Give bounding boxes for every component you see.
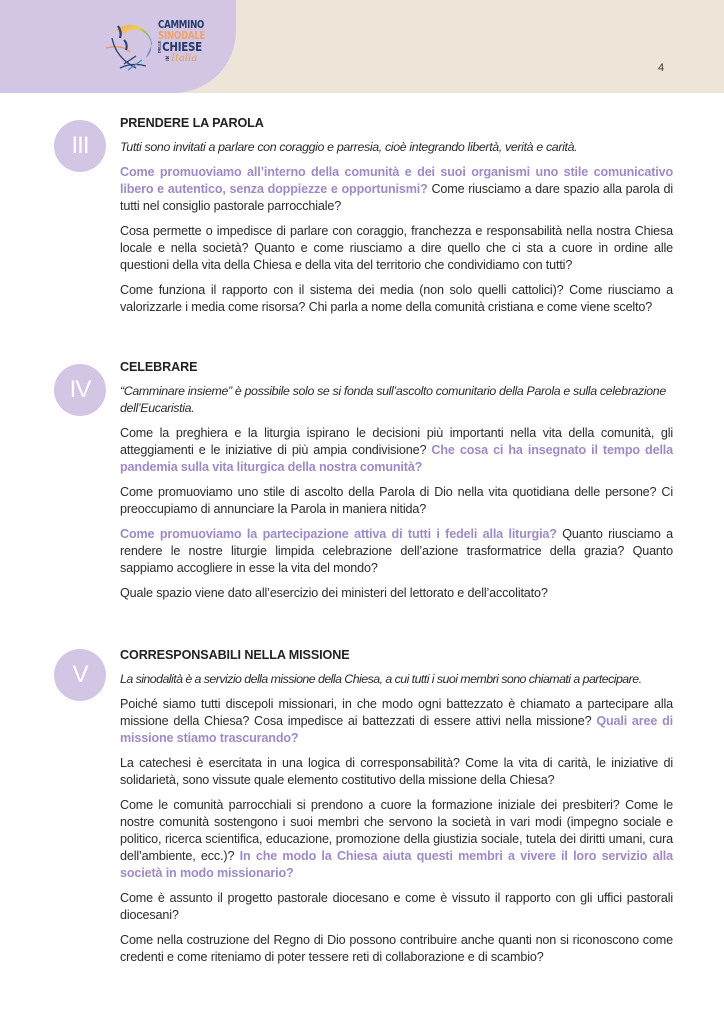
paragraph xyxy=(120,696,673,747)
logo-text xyxy=(158,20,216,64)
paragraph-text: Quale spazio viene dato all’esercizio dei ministeri del lettorato e dell’accolitato? xyxy=(120,586,548,600)
paragraph-text: Come è assunto il progetto pastorale diocesano e come è vissuto il rapporto con gli uffici pastorali diocesani? xyxy=(120,891,673,922)
section-lead: La sinodalità è a servizio della missione della Chiesa, a cui tutti i suoi membri sono chiamati a partecipare. xyxy=(120,672,642,686)
highlight-question: In che modo la Chiesa aiuta questi membri a vivere il loro servizio alla società in modo missionario? xyxy=(120,849,674,880)
paragraph xyxy=(120,164,673,215)
logo-line-cammino: CAMMINO xyxy=(158,19,205,31)
section-numeral-badge: III xyxy=(54,120,106,172)
paragraph xyxy=(120,585,673,602)
paragraph xyxy=(120,425,673,476)
highlight-question: Come promuoviamo la partecipazione attiva di tutti i fedeli alla liturgia? xyxy=(120,527,557,541)
paragraph xyxy=(120,755,673,789)
paragraph-text: Cosa permette o impedisce di parlare con coraggio, franchezza e responsabilità nella nostra Chiesa locale e nella società? Quanto e come riusciamo a dire quello che ci sta a cuore in ordine alle questioni della vita della Chiesa e della vita del territorio che condividiamo con tutti? xyxy=(120,224,673,272)
paragraph-text: Come promuoviamo uno stile di ascolto della Parola di Dio nella vita quotidiana delle persone? Ci preoccupiamo di annunciare la Parola in maniera nitida? xyxy=(120,485,673,516)
paragraph-text: Come nella costruzione del Regno di Dio possono contribuire anche quanti non si riconoscono come credenti e come riteniamo di poter tessere reti di collaborazione e di scambio? xyxy=(120,933,673,964)
paragraph-text: La catechesi è esercitata in una logica di corresponsabilità? Come la vita di carità, le iniziative di solidarietà, sono vissute quale elemento costitutivo della missione della Chiesa? xyxy=(120,756,673,787)
paragraph xyxy=(120,282,673,316)
logo-small-delle: DELLE xyxy=(157,41,162,54)
logo-italia-word: Italia xyxy=(171,52,198,64)
logo-small-in: IN xyxy=(165,55,170,61)
paragraph-text: Come riusciamo a dare spazio alla parola di tutti nel consiglio pastorale parrocchiale? xyxy=(120,182,673,213)
logo-chiese-word: CHIESE xyxy=(162,39,202,54)
logo-line-italia xyxy=(166,54,216,64)
paragraph-text: Quanto riusciamo a rendere le nostre liturgie limpida celebrazione dell’azione trasformatrice della grazia? Quanto sappiamo accogliere in esse la vita del mondo? xyxy=(120,527,673,575)
section-numeral-badge: V xyxy=(54,649,106,701)
paragraph-text: Come la preghiera e la liturgia ispirano le decisioni più importanti nella vita della comunità, gli atteggiamenti e le iniziative di più ampia condivisione? xyxy=(120,426,673,457)
paragraph xyxy=(120,797,673,882)
section-lead: “Camminare insieme” è possibile solo se si fonda sull’ascolto comunitario della Parola e sulla celebrazione dell’Eucaristia. xyxy=(120,384,666,415)
section-content xyxy=(120,116,673,324)
section-numeral-badge: IV xyxy=(54,364,106,416)
section-title: PRENDERE LA PAROLA xyxy=(120,116,264,130)
logo xyxy=(102,16,212,76)
logo-mark-icon xyxy=(102,18,154,74)
page-header xyxy=(0,0,724,93)
section-content xyxy=(120,360,673,610)
paragraph-text: Come le comunità parrocchiali si prendono a cuore la formazione iniziale dei presbiteri? Come le nostre comunità sostengono i suoi membri che servono la società in vari modi (impegno sociale e politico, ricerca scientifica, educazione, promozione della giustizia sociale, tutela dei diritti umani, cura dell’ambiente, ecc.)? xyxy=(120,798,673,863)
paragraph xyxy=(120,890,673,924)
paragraph xyxy=(120,526,673,577)
paragraph-text: Poiché siamo tutti discepoli missionari, in che modo ogni battezzato è chiamato a partecipare alla missione della Chiesa? Cosa impedisce ai battezzati di essere attivi nella missione? xyxy=(120,697,673,728)
header-logo-band xyxy=(0,0,236,93)
logo-line-sinodale: SINODALE xyxy=(158,29,206,42)
highlight-question: Come promuoviamo all’interno della comunità e dei suoi organismi uno stile comunicativo libero e autentico, senza doppiezze e opportunismi? xyxy=(120,165,673,196)
section-lead: Tutti sono invitati a parlare con coraggio e parresia, cioè integrando libertà, verità e carità. xyxy=(120,140,578,154)
section-title: CORRESPONSABILI NELLA MISSIONE xyxy=(120,648,350,662)
paragraph-text: Come funziona il rapporto con il sistema dei media (non solo quelli cattolici)? Come riusciamo a valorizzarle i media come risorsa? Chi parla a nome della comunità cristiana e come viene scelto? xyxy=(120,283,673,314)
paragraph xyxy=(120,932,673,966)
highlight-question: Quali aree di missione stiamo trascurando? xyxy=(120,714,673,745)
logo-line-chiese xyxy=(158,41,205,54)
paragraph xyxy=(120,223,673,274)
section-content xyxy=(120,648,673,974)
highlight-question: Che cosa ci ha insegnato il tempo della pandemia sulla vita liturgica della nostra comunità? xyxy=(120,443,673,474)
section-title: CELEBRARE xyxy=(120,360,198,374)
paragraph xyxy=(120,484,673,518)
page-number: 4 xyxy=(658,62,665,74)
